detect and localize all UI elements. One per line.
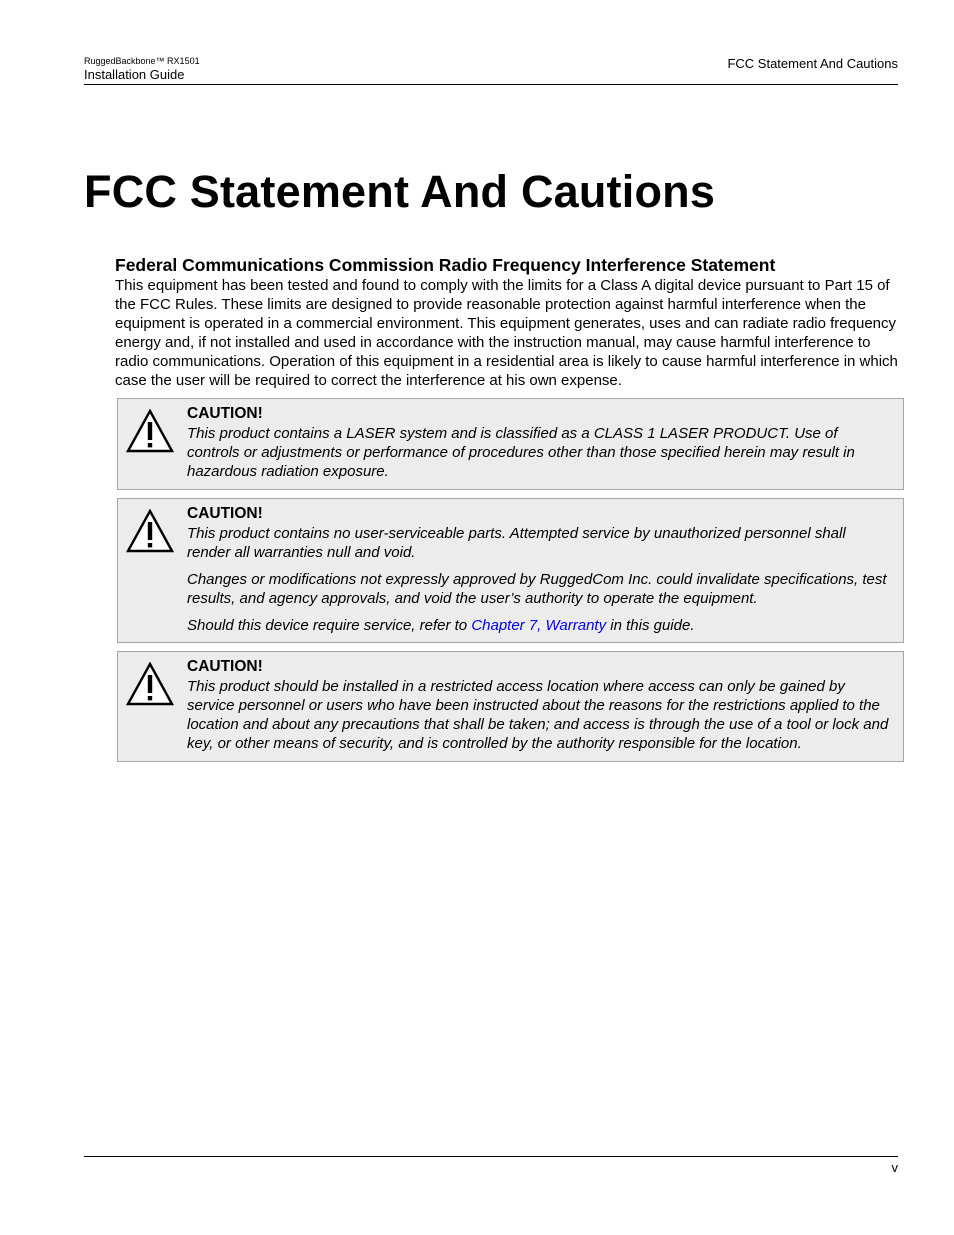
warning-icon (126, 662, 174, 706)
service-reference-suffix: in this guide. (606, 617, 695, 634)
caution-title: CAUTION! (187, 405, 263, 422)
page-number: v (891, 1160, 898, 1175)
caution-content (187, 404, 891, 481)
header-guide-title: Installation Guide (84, 67, 185, 82)
header-section-title: FCC Statement And Cautions (727, 56, 898, 71)
service-reference-prefix: Should this device require service, refer to (187, 617, 472, 634)
caution-box-laser (117, 398, 904, 490)
fcc-statement-section (115, 254, 905, 390)
caution-text: This product should be installed in a restricted access location where access can only be gained by service personnel or users who have been instructed about the reasons for the restrictions applied to the location and about any precautions that shall be taken; and access is through the use of a tool or lock and key, or other means of security, and is controlled by the authority responsible for the location. (187, 678, 889, 752)
caution-text: This product contains no user-serviceable parts. Attempted service by unauthorized personnel shall render all warranties null and void. (187, 525, 846, 561)
section-body-text: This equipment has been tested and found to comply with the limits for a Class A digital device pursuant to Part 15 of the FCC Rules. These limits are designed to provide reasonable protection against harmful interference when the equipment is operated in a commercial environment. This equipment generates, uses and can radiate radio frequency energy and, if not installed and used in accordance with the instruction manual, may cause harmful interference to radio communications. Operation of this equipment in a residential area is likely to cause harmful interference in which case the user will be required to correct the interference at his own expense. (115, 277, 898, 389)
caution-title: CAUTION! (187, 658, 263, 675)
header-product-name: RuggedBackbone™ RX1501 (84, 56, 200, 66)
caution-box-service (117, 498, 904, 643)
caution-text-service-reference (187, 616, 891, 635)
footer-divider (84, 1156, 898, 1157)
warning-icon (126, 409, 174, 453)
caution-title: CAUTION! (187, 505, 263, 522)
warranty-chapter-link[interactable]: Chapter 7, Warranty (471, 617, 607, 634)
caution-text: This product contains a LASER system and is classified as a CLASS 1 LASER PRODUCT. Use of controls or adjustments or performance of procedures other than those specified herein may result in hazardous radiation exposure. (187, 425, 855, 480)
section-heading: Federal Communications Commission Radio Frequency Interference Statement (115, 255, 776, 275)
caution-content (187, 504, 891, 635)
caution-text-modifications: Changes or modifications not expressly approved by RuggedCom Inc. could invalidate specifications, test results, and agency approvals, and void the user’s authority to operate the equipment. (187, 571, 887, 607)
caution-content (187, 657, 891, 753)
page-header (84, 54, 898, 85)
page-title: FCC Statement And Cautions (84, 166, 716, 217)
caution-box-restricted-access (117, 651, 904, 762)
warning-icon (126, 509, 174, 553)
